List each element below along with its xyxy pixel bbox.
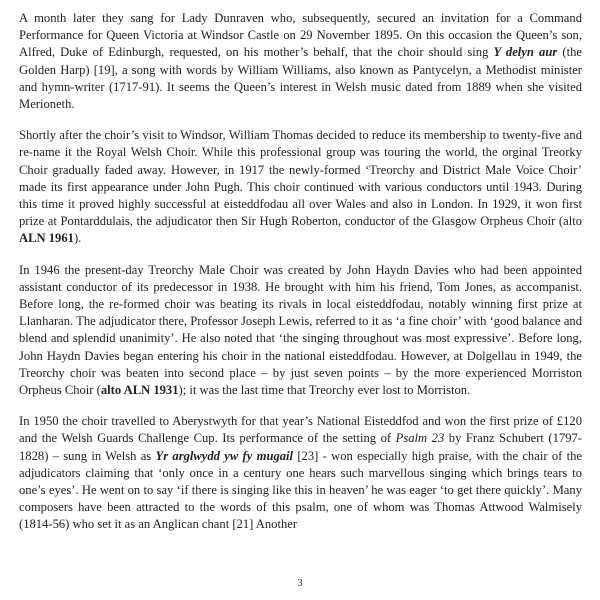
song-title-y-delyn-aur: Y delyn aur <box>493 45 558 60</box>
page-number: 3 <box>297 578 303 589</box>
catalogue-ref-aln-1931: alto ALN 1931 <box>100 383 179 398</box>
paragraph-2-text-1: Shortly after the choir’s visit to Windsor, William Thomas decided to reduce its membership to twenty-five and re-name it the Royal Welsh Choir. While this professional group was touring the world, the orginal Treorky Choir gradually faded away. However, in 1917 the newly-formed ‘Treorchy and District Male Voice Choir’ made its first appearance under John Pugh. This choir continued with various conductors until 1943. During this time it proved highly successful at eisteddfodau all over Wales and also in London. In 1929, it won first prize at Pontarddulais, the adjudicator then Sir Hugh Roberton, conductor of the Glasgow Orpheus Choir (alto <box>19 128 582 229</box>
catalogue-ref-aln-1961: ALN 1961 <box>19 231 74 246</box>
document-page <box>19 10 582 595</box>
paragraph-4 <box>19 413 582 533</box>
paragraph-1 <box>19 10 582 113</box>
song-title-yr-arglwydd: Yr arglwydd yw fy mugail <box>155 448 294 463</box>
paragraph-1-text-1: A month later they sang for Lady Dunraven who, subsequently, secured an invitation for a Command Performance for Queen Victoria at Windsor Castle on 29 November 1895. On this occasion the Queen’s son, Alfred, Duke of Edinburgh, requested, on his mother’s behalf, that the choir should sing <box>19 11 582 60</box>
paragraph-3-text-1: In 1946 the present-day Treorchy Male Choir was created by John Haydn Davies who had been appointed assistant conductor of its predecessor in 1938. He brought with him his friend, Tom Jones, as accompanist. Before long, the re-formed choir was beating its rivals in local eisteddfodau, notably winning first prize at Llanharan. The adjudicator there, Professor Joseph Lewis, referred to it as ‘a fine choir’ with ‘good balance and blend and splendid unanimity’. He also noted that ‘the singing throughout was most expressive’. Before long, John Haydn Davies began entering his choir in the national eisteddfodau. However, at Dolgellau in 1949, the Treorchy choir was beaten into second place – by just seven points – by the more experienced Morriston Orpheus Choir ( <box>19 262 582 398</box>
paragraph-1-text-2: (the Golden Harp) [19], a song with words by William Williams, also known as Pantycelyn, a Methodist minister and hymn-writer (1717-91). It seems the Queen’s interest in Welsh music dated from 1889 when she visited Merioneth. <box>19 45 582 112</box>
paragraph-3-text-2: ); it was the last time that Treorchy ever lost to Morriston. <box>178 383 471 398</box>
paragraph-2-text-2: ). <box>73 231 82 246</box>
paragraph-4-text-3: [23] - won especially high praise, with the chair of the adjudicators claiming that ‘only once in a century one hears such marvellous singing which brings tears to one’s eyes’. He went on to say ‘if there is singing like this in heaven’ he was eager ‘to get there quickly’. Many composers have been attracted to the words of this psalm, one of whom was Thomas Attwood Walmisely (1814-56) who set it as an Anglican chant [21] Another <box>19 448 582 532</box>
paragraph-4-text-2: by Franz Schubert (1797-1828) – sung in Welsh as <box>19 431 583 463</box>
work-title-psalm-23: Psalm 23 <box>395 431 445 446</box>
paragraph-3 <box>19 262 582 400</box>
paragraph-2 <box>19 127 582 247</box>
paragraph-4-text-1: In 1950 the choir travelled to Aberystwyth for that year’s National Eisteddfod and won the first prize of £120 and the Welsh Guards Challenge Cup. Its performance of the setting of <box>19 414 582 446</box>
